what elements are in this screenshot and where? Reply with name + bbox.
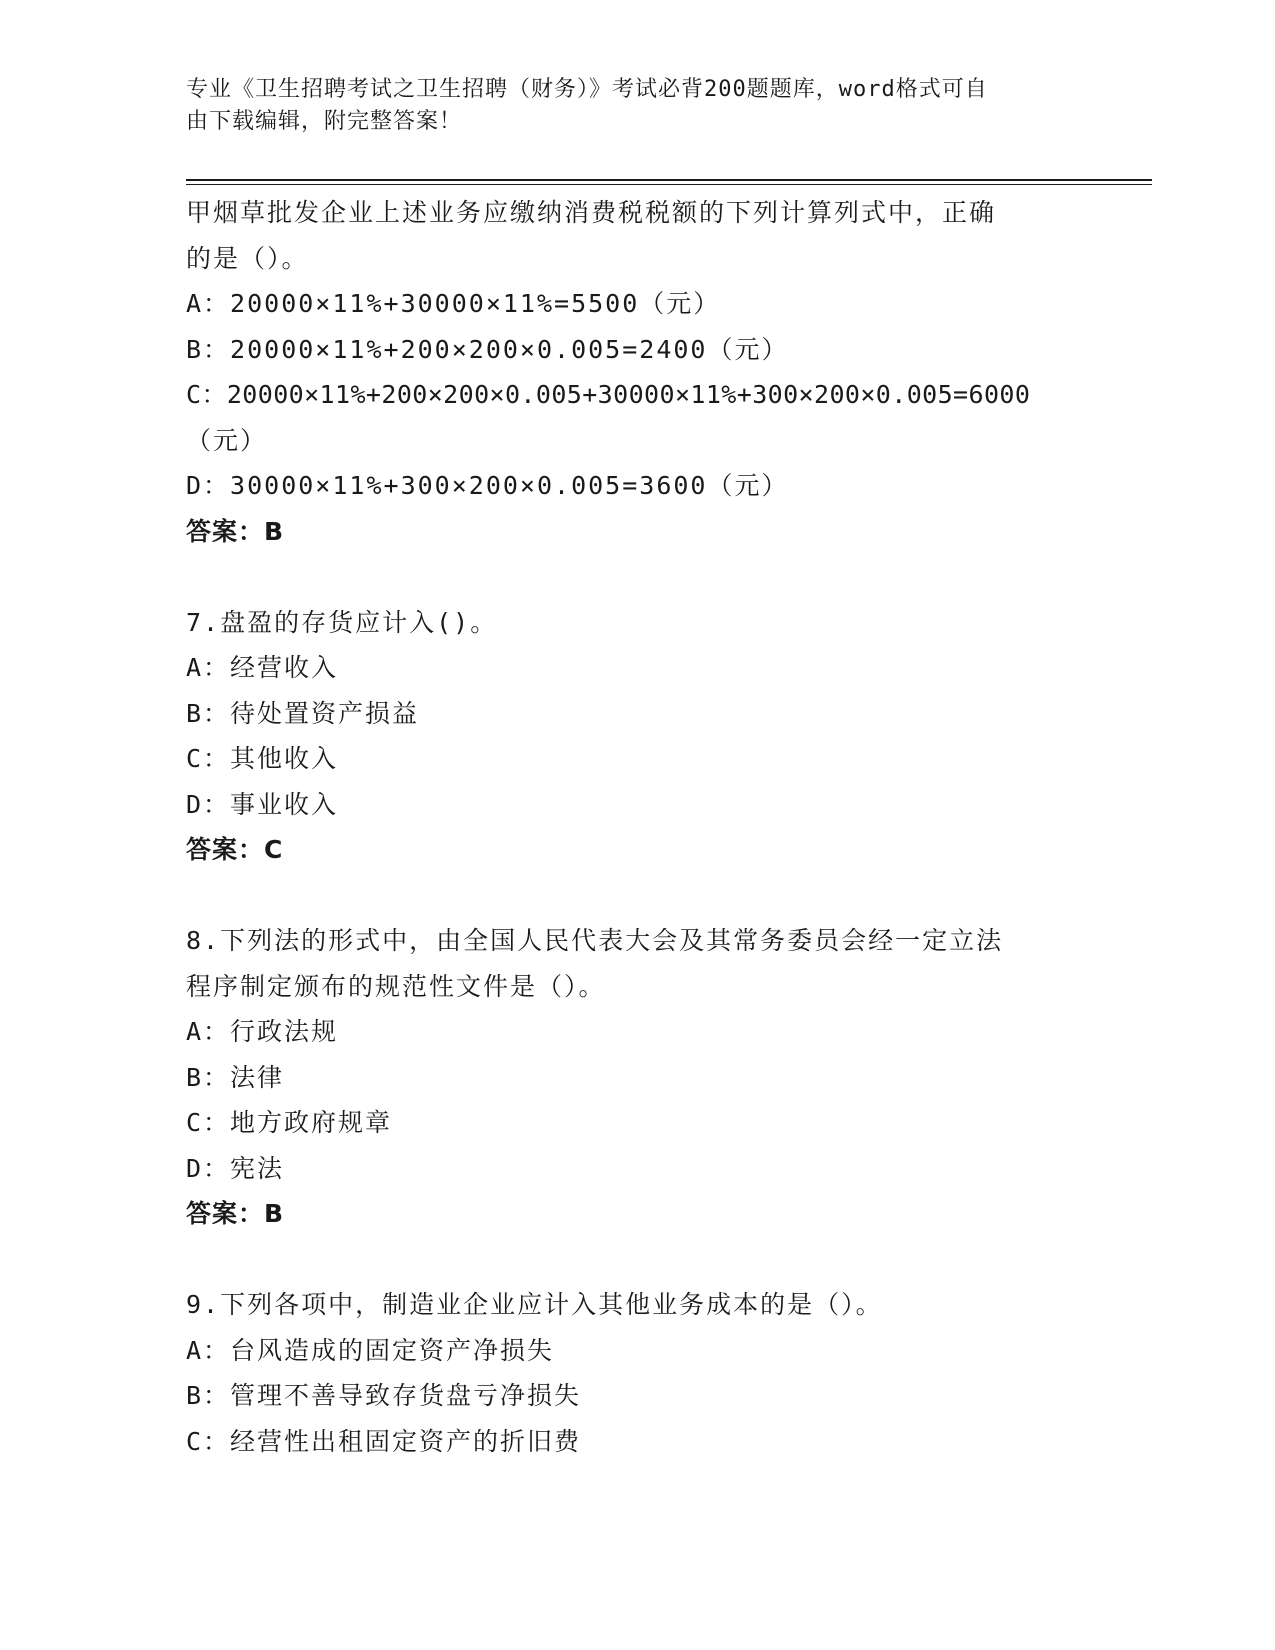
- spacer: [186, 554, 1086, 600]
- question-content: [186, 190, 1086, 1464]
- option-d: D：宪法: [186, 1153, 285, 1183]
- option-b: B：待处置资产损益: [186, 698, 420, 728]
- question-stem-line: 8.下列法的形式中，由全国人民代表大会及其常务委员会经一定立法: [186, 926, 1004, 955]
- option-b: B：20000×11%+200×200×0.005=2400（元）: [186, 334, 789, 364]
- option-a: A：经营收入: [186, 653, 339, 682]
- option-c: C：经营性出租固定资产的折旧费: [186, 1426, 582, 1456]
- option-a: A：行政法规: [186, 1017, 339, 1046]
- option-d: D：30000×11%+300×200×0.005=3600（元）: [186, 471, 789, 500]
- question-continued: [186, 190, 1086, 554]
- option-b: B：管理不善导致存货盘亏净损失: [186, 1381, 582, 1410]
- question-stem: 9.下列各项中，制造业企业应计入其他业务成本的是（）。: [186, 1290, 883, 1319]
- document-header: [186, 74, 1066, 138]
- answer: 答案：B: [186, 1199, 285, 1228]
- option-c: C：20000×11%+200×200×0.005+30000×11%+300×200×0.005=6000: [186, 380, 1031, 409]
- option-a: A：台风造成的固定资产净损失: [186, 1335, 555, 1365]
- question-7: [186, 600, 1086, 873]
- question-stem-line: 的是（）。: [186, 243, 309, 273]
- answer: 答案：C: [186, 835, 284, 864]
- spacer: [186, 873, 1086, 919]
- option-b: B：法律: [186, 1062, 285, 1092]
- header-line-2: 由下载编辑，附完整答案！: [186, 109, 463, 134]
- option-a: A：20000×11%+30000×11%=5500（元）: [186, 289, 721, 318]
- spacer: [186, 1237, 1086, 1283]
- option-c: C：地方政府规章: [186, 1108, 393, 1137]
- question-stem: 7.盘盈的存货应计入()。: [186, 607, 498, 637]
- option-c: C：其他收入: [186, 744, 339, 773]
- answer: 答案：B: [186, 516, 285, 546]
- question-stem-line: 程序制定颁布的规范性文件是（）。: [186, 971, 606, 1001]
- question-8: [186, 918, 1086, 1237]
- question-9: [186, 1282, 1086, 1464]
- header-rule-thick: [186, 179, 1152, 181]
- question-stem-line: 甲烟草批发企业上述业务应缴纳消费税税额的下列计算列式中，正确: [186, 198, 997, 227]
- header-line-1: 专业《卫生招聘考试之卫生招聘（财务）》考试必背200题题库，word格式可自: [186, 77, 988, 102]
- option-c-continued: （元）: [186, 425, 268, 455]
- option-d: D：事业收入: [186, 789, 339, 819]
- header-rule-thin: [186, 184, 1152, 185]
